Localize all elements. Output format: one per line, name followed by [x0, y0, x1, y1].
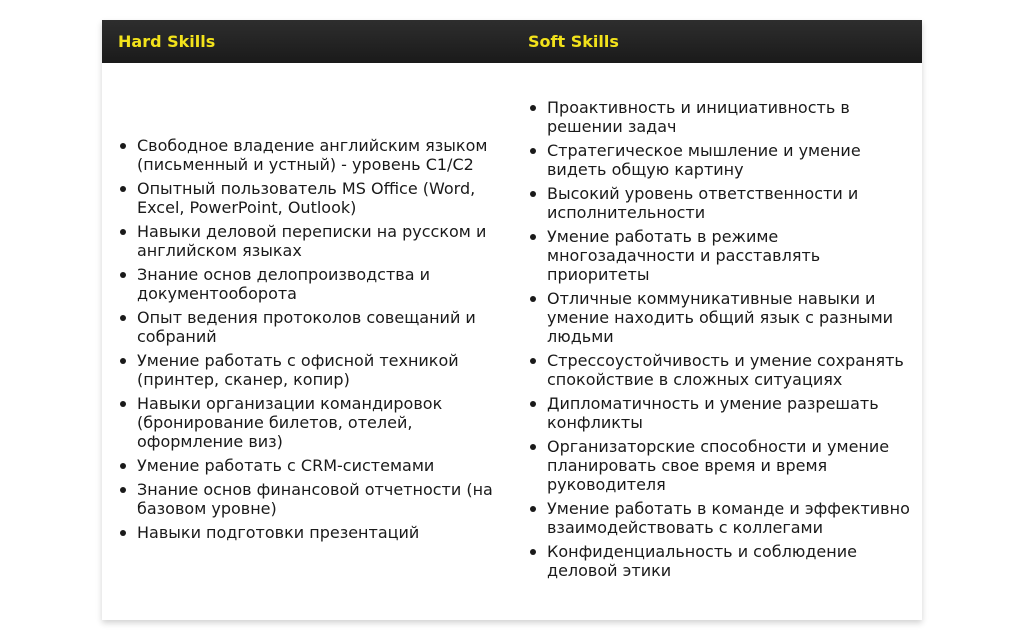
list-item: Дипломатичность и умение разрешать конфликты — [547, 394, 922, 432]
list-item: Стратегическое мышление и умение видеть общую картину — [547, 141, 922, 179]
list-item: Знание основ делопроизводства и документооборота — [137, 265, 508, 303]
list-item: Умение работать в команде и эффективно взаимодействовать с коллегами — [547, 499, 922, 537]
list-item: Отличные коммуникативные навыки и умение находить общий язык с разными людьми — [547, 289, 922, 346]
list-item: Опыт ведения протоколов совещаний и собраний — [137, 308, 508, 346]
list-item: Навыки подготовки презентаций — [137, 523, 508, 542]
list-item: Опытный пользователь MS Office (Word, Excel, PowerPoint, Outlook) — [137, 179, 508, 217]
list-item: Конфиденциальность и соблюдение деловой этики — [547, 542, 922, 580]
soft-skills-list — [512, 98, 922, 585]
list-item: Умение работать с CRM-системами — [137, 456, 508, 475]
skills-table — [102, 20, 922, 620]
list-item: Организаторские способности и умение планировать свое время и время руководителя — [547, 437, 922, 494]
list-item: Свободное владение английским языком (письменный и устный) - уровень C1/C2 — [137, 136, 508, 174]
hard-skills-heading: Hard Skills — [118, 32, 216, 51]
soft-skills-heading: Soft Skills — [528, 32, 619, 51]
list-item: Умение работать с офисной техникой (принтер, сканер, копир) — [137, 351, 508, 389]
hard-skills-list — [102, 136, 508, 547]
list-item: Знание основ финансовой отчетности (на базовом уровне) — [137, 480, 508, 518]
table-body — [102, 63, 922, 620]
list-item: Навыки деловой переписки на русском и английском языках — [137, 222, 508, 260]
table-header — [102, 20, 922, 63]
hard-skills-column — [102, 63, 512, 620]
list-item: Проактивность и инициативность в решении задач — [547, 98, 922, 136]
list-item: Стрессоустойчивость и умение сохранять спокойствие в сложных ситуациях — [547, 351, 922, 389]
soft-skills-column — [512, 63, 922, 620]
list-item: Высокий уровень ответственности и исполнительности — [547, 184, 922, 222]
list-item: Умение работать в режиме многозадачности и расставлять приоритеты — [547, 227, 922, 284]
list-item: Навыки организации командировок (бронирование билетов, отелей, оформление виз) — [137, 394, 508, 451]
